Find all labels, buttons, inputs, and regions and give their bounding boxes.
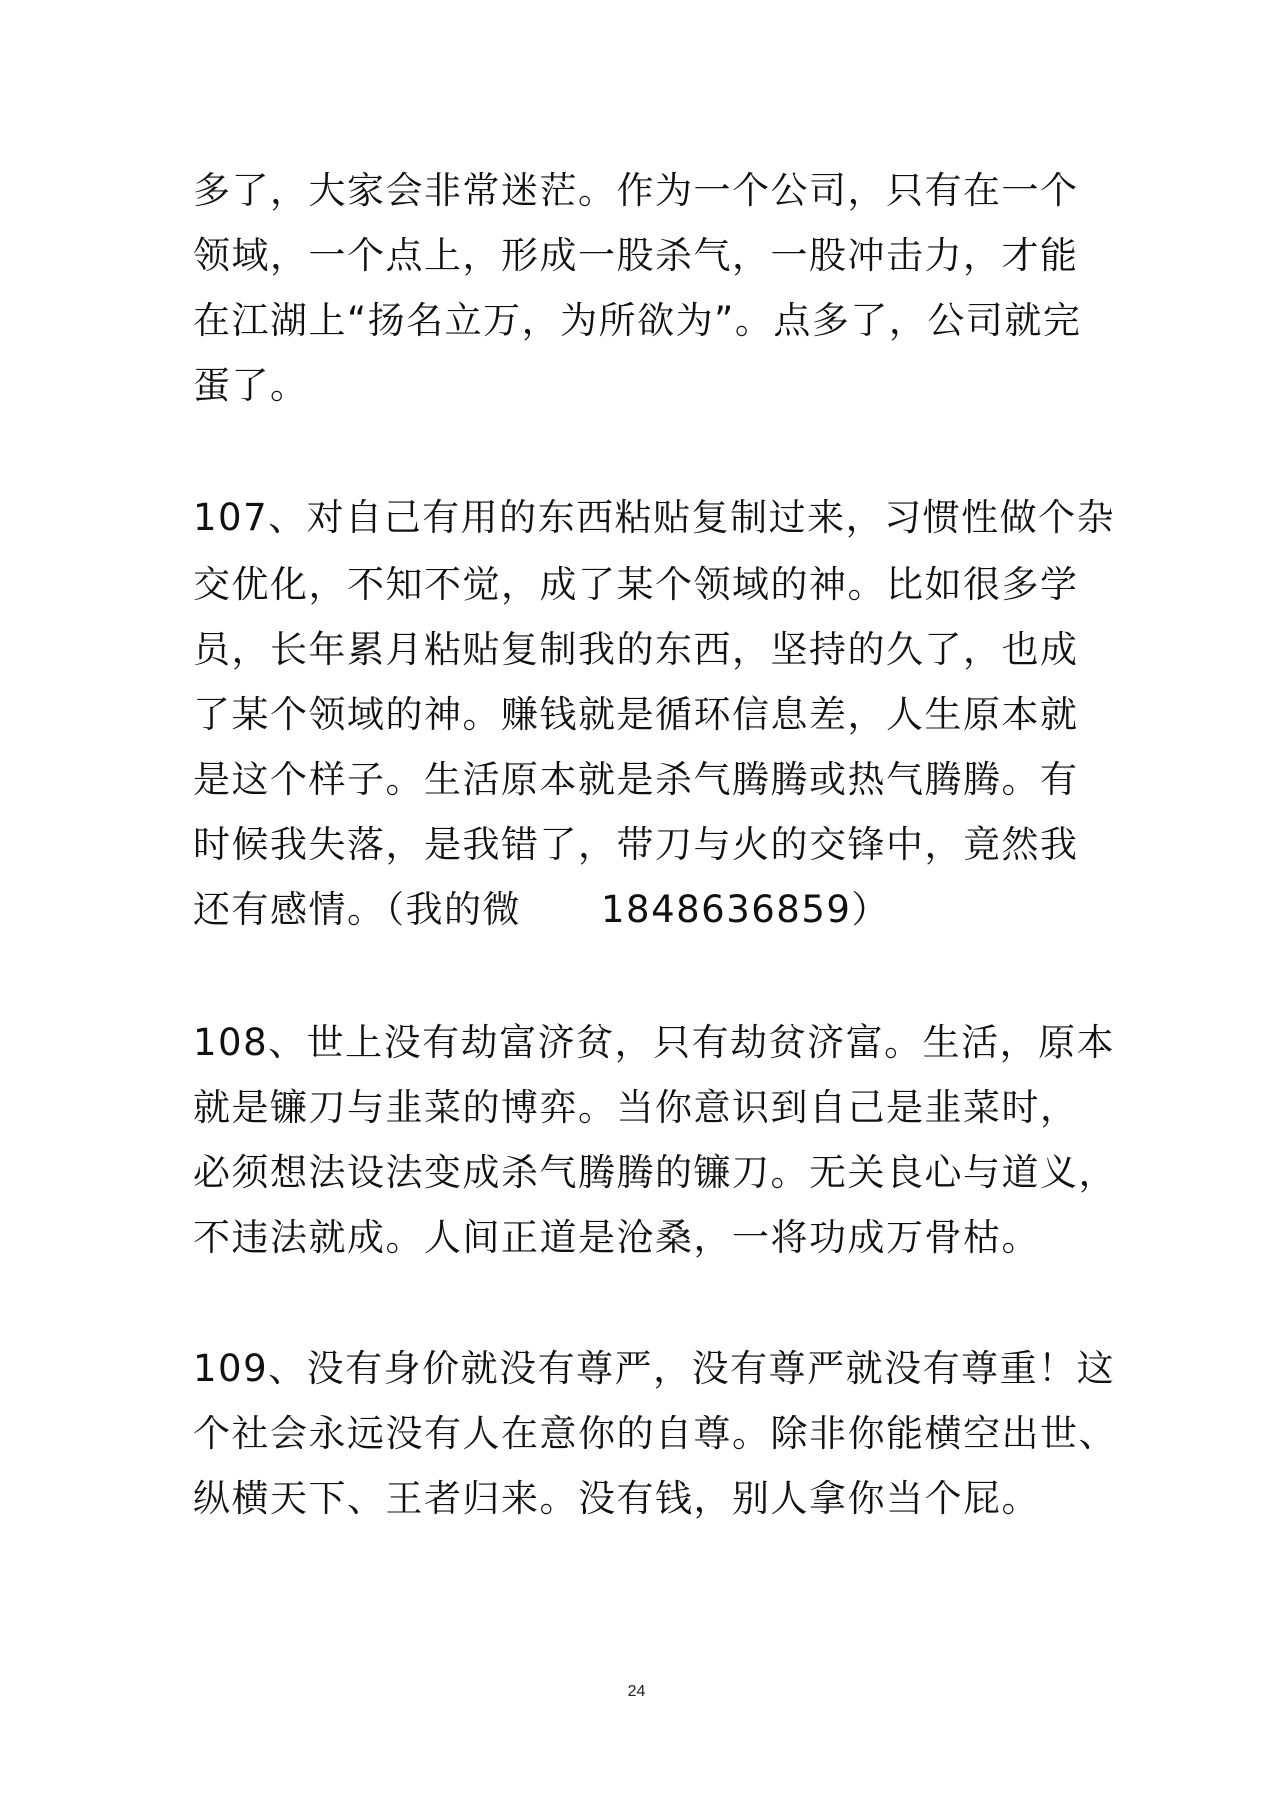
paragraph-1-line-1: 多了，大家会非常迷茫。作为一个公司，只有在一个 [193, 169, 1079, 212]
paragraph-109-line-1: 109、没有身价就没有尊严，没有尊严就没有尊重！这 [193, 1347, 1116, 1390]
paragraph-107-line-6: 时候我失落，是我错了，带刀与火的交锋中，竟然我 [193, 823, 1079, 866]
phone-number: 1848636859） [601, 888, 890, 931]
paragraph-107-line-2: 交优化，不知不觉，成了某个领域的神。比如很多学 [193, 563, 1079, 606]
paragraph-1-line-3: 在江湖上“扬名立万，为所欲为”。点多了，公司就完 [193, 299, 1082, 342]
paragraph-108-line-1: 108、世上没有劫富济贫，只有劫贫济富。生活，原本 [193, 1021, 1116, 1064]
paragraph-107-last-text: 还有感情。（我的微 [193, 888, 521, 931]
paragraph-109-line-2: 个社会永远没有人在意你的自尊。除非你能横空出世、 [193, 1412, 1117, 1455]
paragraph-107-line-3: 员，长年累月粘贴复制我的东西，坚持的久了，也成 [193, 628, 1079, 671]
paragraph-1-line-2: 领域，一个点上，形成一股杀气，一股冲击力，才能 [193, 234, 1079, 277]
paragraph-107-line-4: 了某个领域的神。赚钱就是循环信息差，人生原本就 [193, 693, 1079, 736]
paragraph-109-line-3: 纵横天下、王者归来。没有钱，别人拿你当个屁。 [193, 1477, 1040, 1520]
page-number: 24 [627, 1683, 646, 1700]
paragraph-1-line-4: 蛋了。 [193, 364, 309, 407]
paragraph-107-line-1: 107、对自己有用的东西粘贴复制过来，习惯性做个杂 [193, 496, 1116, 539]
paragraph-107-line-7 [193, 888, 1093, 932]
paragraph-108-line-2: 就是镰刀与韭菜的博弈。当你意识到自己是韭菜时， [193, 1086, 1079, 1129]
paragraph-107-line-5: 是这个样子。生活原本就是杀气腾腾或热气腾腾。有 [193, 758, 1079, 801]
paragraph-108-line-4: 不违法就成。人间正道是沧桑，一将功成万骨枯。 [193, 1216, 1040, 1259]
paragraph-108-line-3: 必须想法设法变成杀气腾腾的镰刀。无关良心与道义， [193, 1151, 1117, 1194]
